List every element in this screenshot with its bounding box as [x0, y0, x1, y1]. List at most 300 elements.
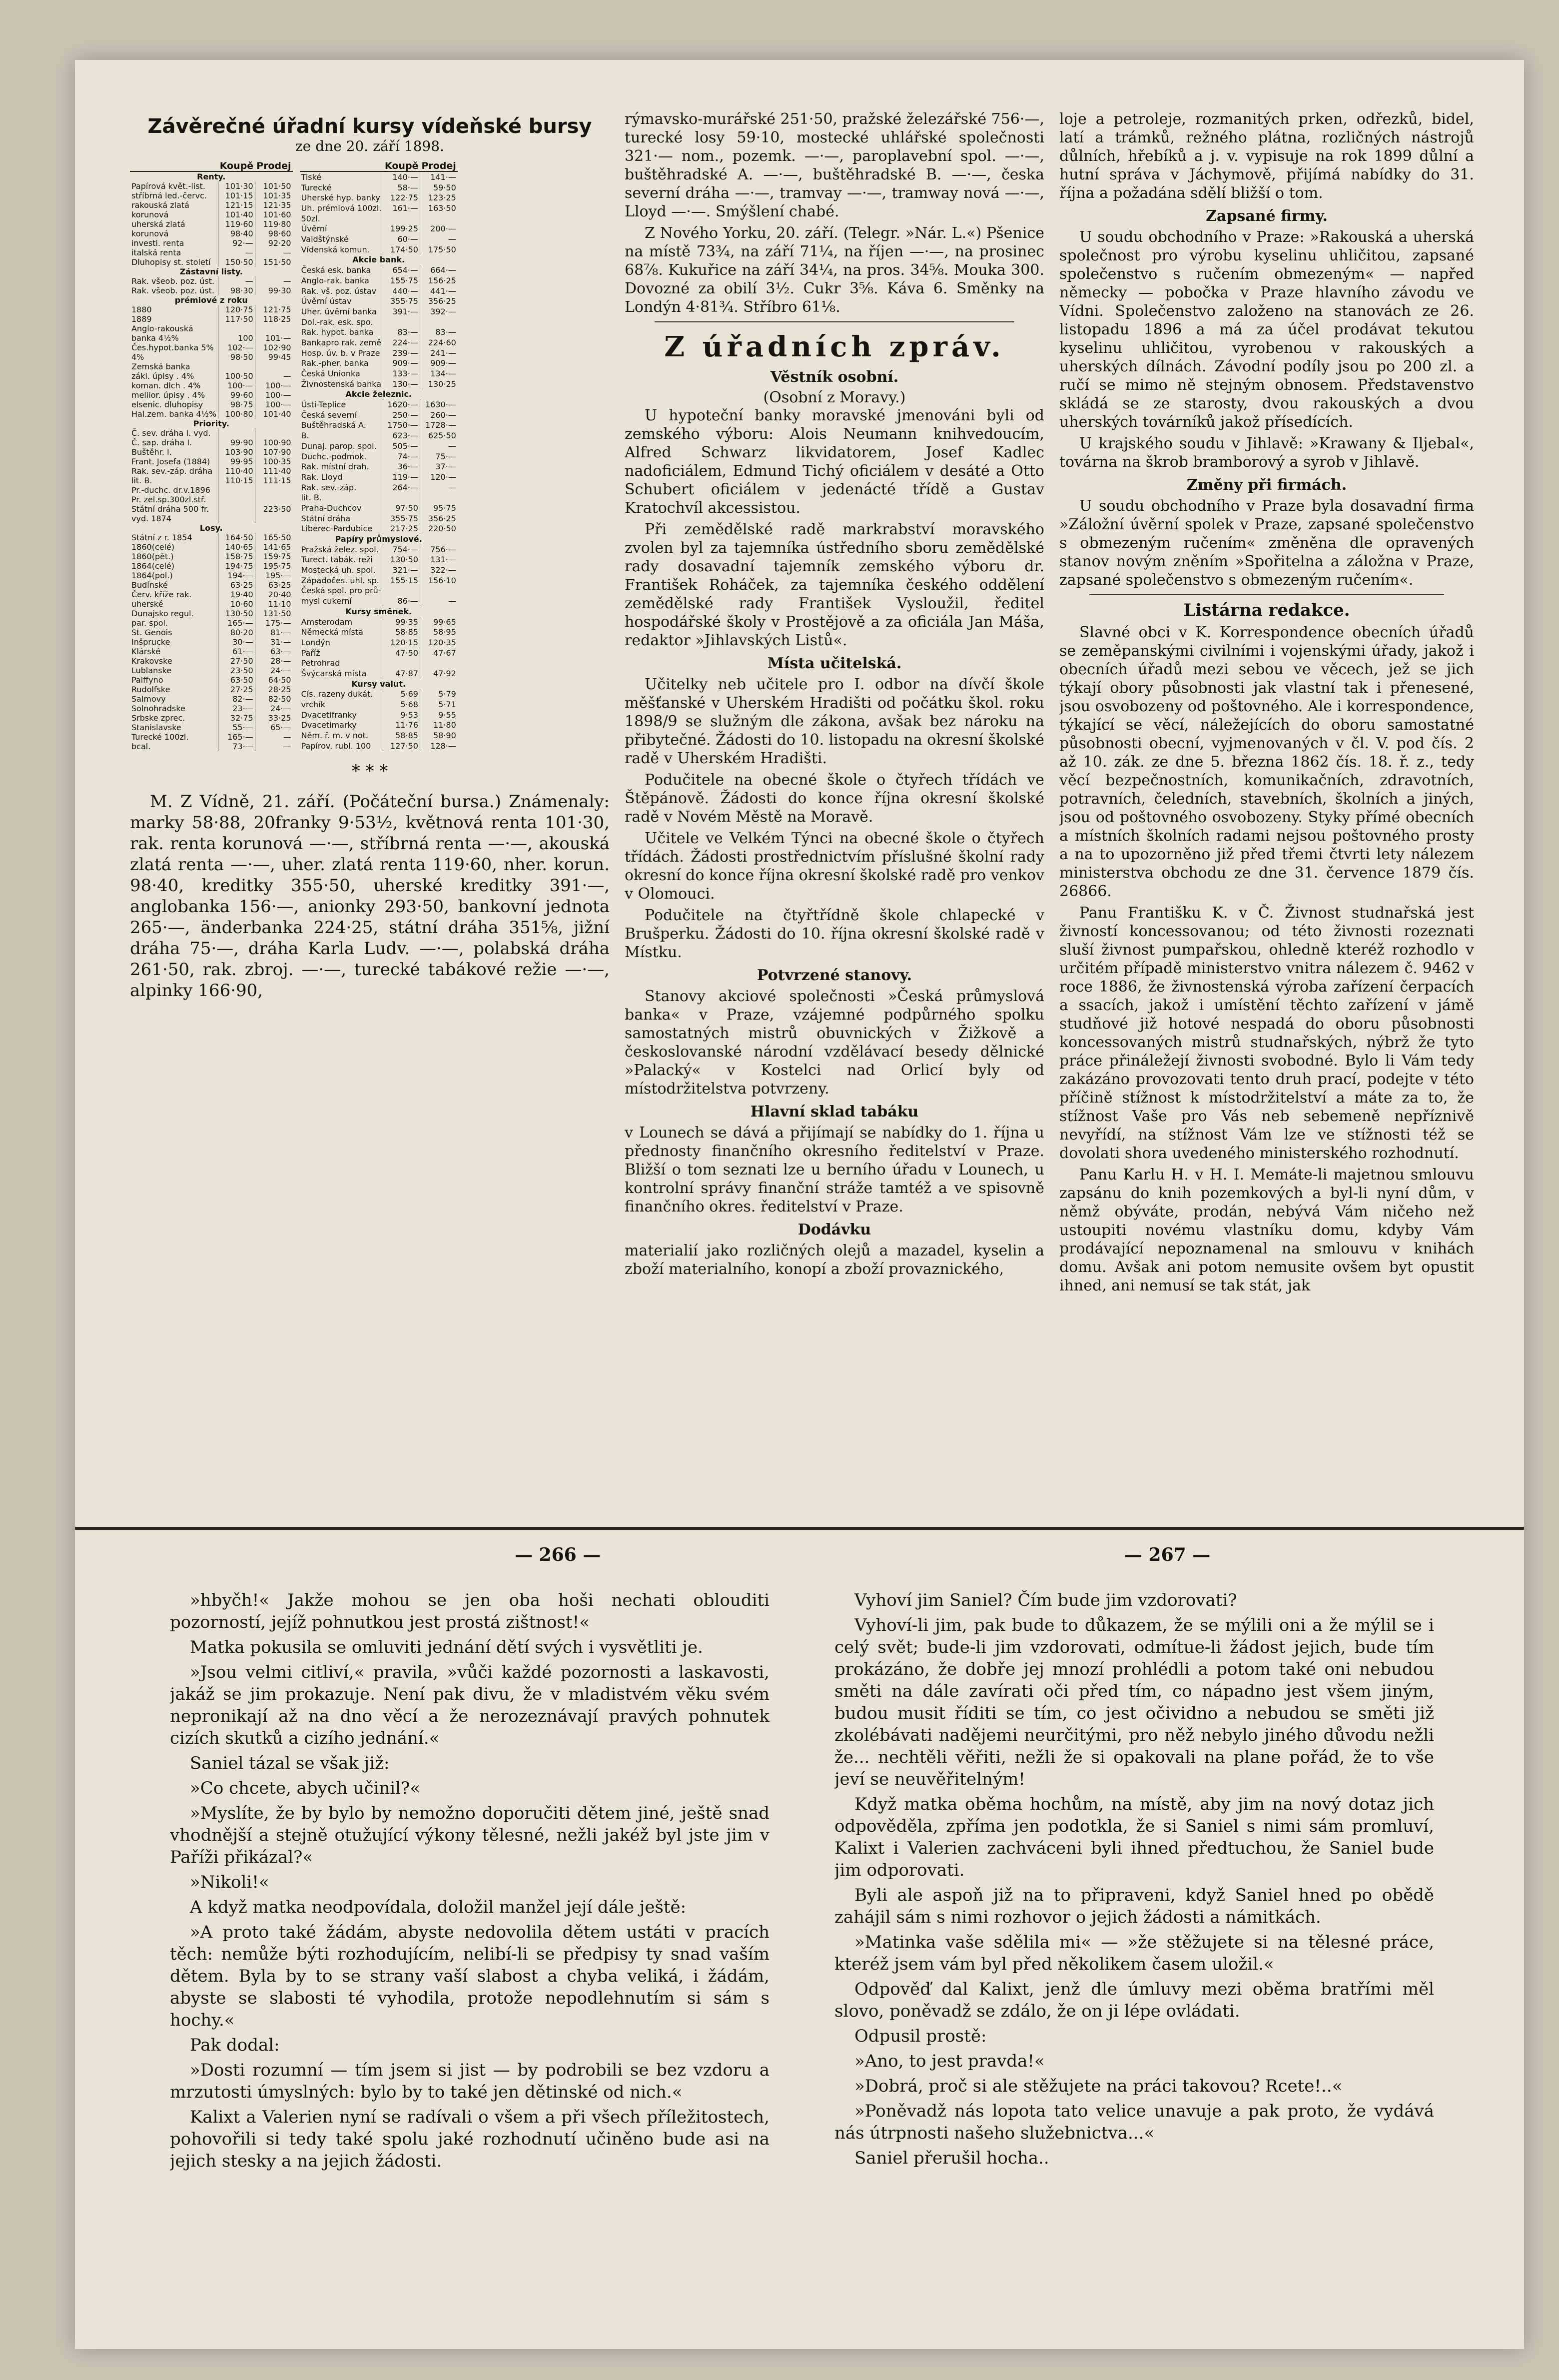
kurs-label: Uh. prémiová 100zl.	[301, 203, 382, 213]
kurs-buy: 199·25	[383, 224, 420, 234]
kurs-row	[130, 428, 293, 438]
kurs-buy: 264·—	[383, 482, 420, 493]
kurs-buy	[383, 213, 420, 224]
kurs-sell: 82·50	[255, 694, 292, 704]
novel-paragraph: »Nikoli!«	[190, 1872, 269, 1892]
kurs-sell: —	[420, 482, 457, 493]
kurs-sell: 9·55	[420, 710, 457, 720]
kurs-sell: 24·—	[255, 666, 292, 675]
kurs-sell: 195·75	[255, 561, 292, 571]
kurs-buy: 23·50	[218, 666, 255, 675]
kurs-label: Papírov. rubl. 100	[301, 741, 371, 751]
kurs-row	[130, 286, 293, 295]
kurs-row	[130, 675, 293, 685]
kurs-sell: 156·10	[420, 575, 457, 586]
col-header-sell-2: Prodej	[420, 161, 457, 171]
kurs-sell: 175·50	[420, 244, 457, 255]
kurs-row	[130, 704, 293, 713]
teaching-para-3: Učitele ve Velkém Týnci na obecné škole o čtyřech třídách. Žádosti prostřednictvím příslušné školní rady okresní do konce října okresní školské radě pro venkov v Olomouci.	[625, 830, 1044, 903]
kurs-label: Ústi-Teplice	[301, 400, 346, 410]
kurs-buy: 165·—	[218, 618, 255, 628]
kurs-sell: 130·25	[420, 379, 457, 389]
kurs-label: 1864(celé)	[131, 561, 175, 571]
kurs-buy: 130·—	[383, 379, 420, 389]
novel-paragraph: Saniel přerušil hocha..	[854, 2148, 1049, 2168]
kurs-label: Západočes. uhl. sp.	[301, 575, 379, 585]
kurs-row	[130, 599, 293, 609]
kurs-buy: 150·50	[218, 257, 255, 267]
kurs-buy: 174·50	[383, 244, 420, 255]
kurs-sell: 128·—	[420, 741, 457, 751]
kurs-sell: 20·40	[255, 590, 292, 599]
kurs-label: Č. sev. dráha I. vyd.	[131, 428, 211, 438]
kurs-row	[130, 542, 293, 552]
kurs-row	[130, 229, 293, 238]
kurs-buy: 11·76	[383, 720, 420, 731]
kurs-sell: 664·—	[420, 265, 457, 275]
supply-cont: loje a petroleje, rozmanitých prken, odřezků, bidel, latí a trámků, režného plátna, rozličných nástrojů důlních, hřebíků a j. v. vypisuje na rok 1899 důlní a hutní správa v Jáchymově, přijímá nabídky do 31. října a požadána sdělí bližší o tom.	[1059, 110, 1474, 202]
column-3	[1059, 110, 1474, 1459]
kurs-buy: 86·—	[383, 596, 420, 606]
kurs-sell: 101·—	[255, 333, 292, 343]
kurs-sell: 28·25	[255, 685, 292, 694]
kurs-row	[130, 590, 293, 599]
kurs-buy: 103·90	[218, 447, 255, 457]
kurs-label: Buštěhradská A.	[301, 420, 366, 430]
changes-para: U soudu obchodního v Praze byla dosavadní firma »Záložní úvěrní spolek v Praze, zapsané společenstvo s obmezeným ručením« změněna dle opravených stanov novým zněním »Spořitelna a záložna v Praze, zapsané společenstvo s obmezeným ručením«.	[1059, 497, 1474, 589]
kurs-row	[300, 286, 458, 296]
kurs-label: Hal.zem. banka 4½%	[131, 409, 217, 419]
kurs-buy: 140·65	[218, 542, 255, 552]
kurs-sell: 121·35	[255, 200, 292, 210]
kurs-label: Inšprucke	[131, 637, 170, 647]
kurs-label: investi. renta	[131, 238, 184, 248]
kurs-row	[300, 513, 458, 524]
kurs-buy: 61·—	[218, 647, 255, 656]
kurs-sell: 156·25	[420, 275, 457, 286]
kurs-row	[130, 628, 293, 637]
kurs-label: Palffyno	[131, 675, 163, 685]
kurs-row	[300, 275, 458, 286]
kurs-buy: 119·60	[218, 219, 255, 229]
kurs-sell: 356·25	[420, 296, 457, 306]
kurs-row	[300, 420, 458, 431]
heading-statutes: Potvrzené stanovy.	[757, 967, 912, 984]
kurs-row	[130, 694, 293, 704]
kurs-section-heading: prémiové z roku	[174, 295, 248, 305]
kurs-label: Pr. zel.sp.300zl.stř.	[131, 495, 206, 504]
kurs-sell: 81·—	[255, 628, 292, 637]
kurs-row	[130, 647, 293, 656]
kurs-row	[130, 409, 293, 419]
section-title-official: Z úřadních zpráv.	[664, 330, 1005, 363]
kurs-label: Stanislavske	[131, 723, 181, 732]
kurs-buy: 654·—	[383, 265, 420, 275]
kurs-row	[300, 306, 458, 317]
kurs-label: Dluhopisy st. století	[131, 257, 211, 267]
new-york-report: Z Nového Yorku, 20. září. (Telegr. »Nár. L.«) Pšenice na místě 73¾, na září 71¼, na říjen —·—, na prosinec 68⅞. Kukuřice na září 34¼, na pros. 34⅝. Mouka 300. Dovozné za obilí 3½. Cukr 3⅝. Káva 6. Směnky na Londýn 4·81¾. Stříbro 61⅛.	[625, 224, 1044, 316]
kurs-sell: 1728·—	[420, 420, 457, 431]
heading-firms: Zapsané firmy.	[1206, 207, 1328, 225]
kurs-row	[130, 267, 293, 276]
kurs-buy: 74·—	[383, 451, 420, 462]
kurs-row	[300, 337, 458, 348]
vestnik-para-2: Při zemědělské radě markrabství moravského zvolen byl za tajemníka ústředního sboru zemědělské rady dosavadní tajemník zemského výboru dr. František Roháček, za tajemníka českého oddělení zemědělské rady František Vysloužil, ředitel hospodářské školy v Prostějově a za oficiála Jan Máša, redaktor »Jihlavských Listů«.	[625, 521, 1044, 649]
kurs-sell: 1630·—	[420, 399, 457, 410]
kurs-buy: 32·75	[218, 713, 255, 723]
kurs-sell	[255, 428, 292, 438]
kurs-label: Londýn	[301, 637, 330, 647]
kurs-buy: 391·—	[383, 306, 420, 317]
kurs-row	[300, 534, 458, 544]
page-number-left: — 266 —	[515, 1544, 601, 1565]
tobacco-para: v Lounech se dává a přijímají se nabídky do 1. října u přednosty finančního okresního ředitelství v Praze. Bližší o tom seznati lze u berního úřadu v Lounech, u kontrolní správy finanční stráže tamtéž a ve spisovně finančního okres. ředitelství v Praze.	[625, 1124, 1044, 1215]
kurs-label: Bankapro rak. země	[301, 337, 382, 347]
kurs-buy: 623·—	[383, 430, 420, 441]
kurs-row	[300, 710, 458, 720]
kurs-label: Praha-Duchcov	[301, 503, 362, 513]
kurs-row	[300, 441, 458, 451]
kurs-sell: 141·—	[420, 171, 457, 182]
kurs-row	[130, 523, 293, 533]
kurs-section-heading: Kursy valut.	[351, 679, 406, 689]
kurs-buy: 117·50	[218, 314, 255, 324]
novel-paragraph: Vyhoví jim Saniel? Čím bude jim vzdorovati?	[854, 1590, 1237, 1610]
kurs-buy: 355·75	[383, 513, 420, 524]
kurs-sell: —	[255, 248, 292, 257]
kurs-row	[130, 533, 293, 542]
kurs-label: 1860(pět.)	[131, 552, 174, 561]
novel-paragraph: Kalixt a Valerien nyní se radívali o všem a při všech příležitostech, pohovořili si tedy také spolu jaké rozhodnutí učiněno bude asi na jejich stesky a na jejich žádosti.	[170, 2107, 770, 2171]
heading-letters: Listárna redakce.	[1183, 600, 1350, 620]
kurs-sell: 101·60	[255, 210, 292, 219]
kurs-sell: 100·35	[255, 457, 292, 466]
kurs-label: koman. dlch . 4%	[131, 381, 201, 390]
kurs-sell: 220·50	[420, 523, 457, 534]
kurs-buy: 58·85	[383, 730, 420, 741]
statutes-para: Stanovy akciové společnosti »Česká průmyslová banka« v Praze, vzájemné podpůrného spolku samostatných mistrů obuvnických v Žižkově a českoslovanské národní vzdělávací besedy dělnické »Palacký« v Kostelci nad Orlicí byly od místodržitelstva potvrzeny.	[625, 988, 1044, 1098]
kurs-sell: —	[255, 742, 292, 751]
kurs-buy: 19·40	[218, 590, 255, 599]
kurs-label: uherské	[131, 599, 163, 609]
kurs-sell: 75·—	[420, 451, 457, 462]
kurs-buy: 63·50	[218, 675, 255, 685]
kurs-sell: 223·50	[255, 504, 292, 514]
kurs-sell: 63·25	[255, 580, 292, 590]
kurs-label: italská renta	[131, 248, 181, 257]
kurs-sell: 58·95	[420, 627, 457, 637]
kurs-sell: 83·—	[420, 327, 457, 337]
newspaper-page	[75, 60, 1524, 2349]
kurs-sell: 224·60	[420, 337, 457, 348]
kurs-row	[130, 504, 293, 514]
kurs-label: Turecké 100zl.	[131, 732, 189, 742]
kurs-row	[300, 679, 458, 689]
kurs-buy: 110·15	[218, 476, 255, 485]
kurs-buy: 321·—	[383, 565, 420, 575]
kurs-row	[300, 265, 458, 275]
subheading-moravia: (Osobní z Moravy.)	[763, 389, 906, 406]
kurs-label: Pr.-duchc. dr.v.1896	[131, 485, 210, 495]
kurs-sell: —	[420, 441, 457, 451]
heading-vestnik: Věstník osobní.	[770, 368, 899, 386]
kurs-row	[300, 523, 458, 534]
kurs-buy: 194·—	[218, 571, 255, 580]
kurs-row	[300, 699, 458, 710]
kurs-label: Rak. místní drah.	[301, 462, 369, 472]
kurs-row	[300, 544, 458, 555]
kurs-buy: 98·50	[218, 352, 255, 362]
kurs-label: Hosp. úv. b. v Praze	[301, 348, 380, 358]
kurs-buy: 440·—	[383, 286, 420, 296]
kurs-label: Srbske zprec.	[131, 713, 185, 723]
kurs-buy: 130·50	[383, 555, 420, 565]
kurs-sell: —	[420, 234, 457, 244]
kurs-label: banka 4½%	[131, 333, 179, 343]
kurs-label: Lublanske	[131, 666, 172, 675]
kurs-buy: 140·—	[383, 171, 420, 182]
separator-stars: * * *	[351, 761, 388, 781]
kurs-label: Úvěrní	[301, 224, 327, 234]
kurs-label: Rak. vš. poz. ústav	[301, 286, 377, 296]
kurs-buy: 10·60	[218, 599, 255, 609]
novel-column-left	[170, 1589, 770, 2339]
kurs-label: stříbrná led.-červc.	[131, 191, 207, 200]
novel-paragraph: Odpověď dal Kalixt, jenž dle úmluvy mezi oběma bratřími měl slovo, poněvadž se zdálo, že on ji lépe ovládati.	[834, 1979, 1434, 2021]
kurs-buy: 58·—	[383, 182, 420, 193]
kurs-section-heading: Priority.	[193, 419, 229, 428]
kurs-label: rakouská zlatá	[131, 200, 189, 210]
kurs-label: Česká severní	[301, 410, 357, 420]
kurs-label: Dunaj. parop. spol.	[301, 441, 377, 451]
column-1	[130, 115, 610, 1464]
kurs-label: Valdštýnské	[301, 234, 349, 244]
kurs-buy: 119·—	[383, 472, 420, 482]
kurs-row	[130, 324, 293, 333]
kurs-row	[300, 213, 458, 224]
letters-para-1: Slavné obci v K. Korrespondence obecních úřadů se zeměpanskými civilními i vojenskými úřady, jakož i obecních úřadů mezi sebou ve věcech, jež se jich týkají obory působnosti jak vlastní tak i přenesené, jsou osvobozeny od poštovného. Ale i korrespondence, týkající se věcí, náležejících do oboru samostatné působnosti obecní, vyjmenovaných v čl. V. pod čís. 2 až 10. zák. ze dne 5. března 1862 čís. 18. ř. z., tedy věcí bezpečnostních, komunikačních, zdravotních, potravních, čeledních, stavebních, školních a jiných, jsou od poštovného osvobozeny. Styky přímé obecních a místních školních radami nejsou poštovného prosty a na to upozorněno již před třemi čtvrti lety nálezem ministerstva obchodu ze dne 31. července 1879 čís. 26866.	[1059, 624, 1474, 900]
kurs-sell: 195·—	[255, 571, 292, 580]
kurs-row	[300, 451, 458, 462]
kurs-sell: 64·50	[255, 675, 292, 685]
kurs-buy: 250·—	[383, 410, 420, 420]
kurs-sell	[255, 485, 292, 495]
kurs-label: Česká esk. banka	[301, 265, 371, 275]
kurs-row	[300, 192, 458, 203]
kurs-row	[130, 419, 293, 428]
kurs-row	[130, 238, 293, 248]
kurs-sell: 131·50	[255, 609, 292, 618]
kurs-row	[300, 255, 458, 265]
kurs-buy: 101·40	[218, 210, 255, 219]
kurs-buy: 120·15	[383, 637, 420, 648]
kurs-sell: 101·40	[255, 409, 292, 419]
kurs-label: lit. B.	[301, 493, 322, 503]
kurs-label: Státní z r. 1854	[131, 533, 192, 542]
teaching-para-2: Podučitele na obecné škole o čtyřech třídách ve Štěpánově. Žádosti do konce října okresní školské radě v Novém Městě na Moravě.	[625, 771, 1044, 826]
kurs-sell	[420, 658, 457, 668]
kurs-buy: 5·69	[383, 689, 420, 699]
kurs-buy: 9·53	[383, 710, 420, 720]
kurs-buy: —	[218, 248, 255, 257]
kurs-row	[130, 723, 293, 732]
kurs-tables	[130, 161, 610, 751]
page-date: ze dne 20. září 1898.	[295, 138, 444, 154]
kurs-label: 1880	[131, 305, 152, 314]
kurs-label: Salmovy	[131, 694, 166, 704]
col-header-buy-2: Koupě	[383, 161, 420, 171]
kurs-label: korunová	[131, 229, 169, 238]
kurs-row	[130, 191, 293, 200]
kurs-label: Rak. všeob. poz. úst.	[131, 286, 215, 295]
kurs-label: Čes.hypot.banka 5%	[131, 343, 214, 352]
novel-paragraph: »Matinka vaše sdělila mi« — »že stěžujete si na tělesné práce, kteréž jsem vám byl před několikem časem uložil.«	[834, 1932, 1434, 1974]
kurs-sell: 625·50	[420, 430, 457, 441]
kurs-row	[300, 244, 458, 255]
kurs-label: Česká Unionka	[301, 369, 360, 378]
kurs-section-heading: Akcie železnic.	[345, 389, 412, 399]
kurs-buy: 23·—	[218, 704, 255, 713]
kurs-buy: 158·75	[218, 552, 255, 561]
kurs-sell: 123·25	[420, 192, 457, 203]
kurs-label: Turect. tabák. reži	[301, 555, 373, 565]
kurs-row	[130, 438, 293, 447]
kurs-buy: 164·50	[218, 533, 255, 542]
kurs-sell: 59·50	[420, 182, 457, 193]
kurs-buy: 1620·—	[383, 399, 420, 410]
kurs-buy: 133·—	[383, 368, 420, 379]
heading-tobacco: Hlavní sklad tabáku	[750, 1103, 919, 1121]
kurs-section-heading: Papíry průmyslové.	[335, 534, 422, 544]
kurs-buy	[383, 586, 420, 596]
kurs-row	[130, 343, 293, 352]
divider	[655, 321, 1014, 322]
kurs-sell: 356·25	[420, 513, 457, 524]
kurs-sell: —	[255, 371, 292, 381]
kurs-row	[130, 713, 293, 723]
kurs-buy: 47·87	[383, 668, 420, 679]
kurs-row	[130, 561, 293, 571]
kurs-buy: 165·—	[218, 732, 255, 742]
kurs-sell: 47·92	[420, 668, 457, 679]
kurs-row	[300, 389, 458, 400]
kurs-row	[130, 485, 293, 495]
kurs-sell: 756·—	[420, 544, 457, 555]
kurs-row	[130, 381, 293, 390]
kurs-sell: 392·—	[420, 306, 457, 317]
column-2	[625, 110, 1044, 1459]
kurs-sell: 101·35	[255, 191, 292, 200]
firms-para-1: U soudu obchodního v Praze: »Rakouská a uherská společnost pro výrobu kyselinu uhličitou, zapsané společenstvo s ručením obmezeným« — napřed německy — pobočka v Praze hlavního závodu ve Vídni. Společenstvo založeno na stanovách ze 26. listopadu 1896 a má za účel prodávat tekutou kyselinu uhličitou, vyrobenou v rakouských a uherských dílnách. Závodní podíly jsou po 200 zl. a ručí se mimo ně stejným obnosem. Představenstvo skládá se ze starosty, dvou rakouských a dvou uherských továrníků jakož přísedících.	[1059, 228, 1474, 431]
kurs-sell: 118·25	[255, 314, 292, 324]
kurs-label: Solnohradske	[131, 704, 185, 713]
kurs-buy: 55·—	[218, 723, 255, 732]
kurs-buy: 30·—	[218, 637, 255, 647]
kurs-sell: 37·—	[420, 461, 457, 472]
teaching-para-1: Učitelky neb učitele pro I. odbor na dívčí škole měšťanské v Uherském Hradišti od počátku škol. roku 1898/9 se služným dle zákona, avšak bez nároku na přibytečné. Žádosti do 10. listopadu na okresní školské radě v Uherském Hradišti.	[625, 676, 1044, 767]
kurs-row	[300, 171, 458, 182]
kurs-sell: 92·20	[255, 238, 292, 248]
kurs-buy: 155·15	[383, 575, 420, 586]
kurs-label: Petrohrad	[301, 658, 340, 668]
kurs-table-right	[300, 161, 458, 751]
kurs-label: 1860(celé)	[131, 542, 175, 552]
kurs-buy: 101·30	[218, 181, 255, 191]
kurs-section-heading: Kursy směnek.	[345, 606, 412, 616]
heading-changes: Změny při firmách.	[1186, 476, 1347, 494]
kurs-buy: 92·—	[218, 238, 255, 248]
kurs-label: Úvěrní ústav	[301, 296, 352, 306]
kurs-label: Německá místa	[301, 627, 363, 637]
kurs-label: Frant. Josefa (1884)	[131, 457, 210, 466]
kurs-label: meliior. úpisy . 4%	[131, 390, 205, 400]
novel-paragraph: »A proto také žádám, abyste nedovolila dětem ustáti v pracích těch: nemůže býti rozhodujícím, nelibí-li se předpisy ty snad vaším dětem. Byla by to se strany vaší slabost a chyba veliká, i žádám, abyste se slabosti té vyhodila, protože nepodlehnutím si sám s hochy.«	[170, 1922, 770, 2030]
kurs-row	[300, 503, 458, 513]
kurs-row	[300, 410, 458, 420]
kurs-sell	[420, 317, 457, 327]
kurs-row	[130, 495, 293, 504]
kurs-label: vyd. 1874	[131, 514, 171, 523]
kurs-sell: 24·—	[255, 704, 292, 713]
kurs-sell: 101·50	[255, 181, 292, 191]
kurs-sell: 119·80	[255, 219, 292, 229]
kurs-label: korunová	[131, 210, 169, 219]
novel-paragraph: »Dosti rozumní — tím jsem si jist — by podrobili se bez vzdoru a mrzutosti úmyslných: bylo by to také jen dětinské od nich.«	[170, 2060, 770, 2102]
kurs-label: Turecké	[301, 182, 332, 192]
kurs-row	[130, 514, 293, 523]
kurs-row	[130, 609, 293, 618]
kurs-sell: 100·—	[255, 400, 292, 409]
kurs-row	[300, 575, 458, 586]
kurs-label: uherská zlatá	[131, 219, 185, 229]
kurs-buy: 121·15	[218, 200, 255, 210]
kurs-sell: 165·50	[255, 533, 292, 542]
kurs-label: Uherské hyp. banky	[301, 193, 380, 203]
kurs-row	[130, 457, 293, 466]
kurs-buy: 63·25	[218, 580, 255, 590]
kurs-label: Rak. sev.-záp.	[301, 482, 357, 492]
kurs-label: zákl. úpisy . 4%	[131, 371, 194, 381]
kurs-buy: 217·25	[383, 523, 420, 534]
kurs-label: Buštěhr. I.	[131, 447, 172, 457]
kurs-row	[300, 492, 458, 503]
kurs-buy	[218, 485, 255, 495]
kurs-buy: 58·85	[383, 627, 420, 637]
kurs-row	[300, 482, 458, 493]
kurs-sell: 441·—	[420, 286, 457, 296]
kurs-buy: 47·50	[383, 648, 420, 658]
kurs-buy: 100·—	[218, 381, 255, 390]
kurs-buy	[383, 492, 420, 503]
kurs-label: mysl cukerní	[301, 596, 352, 606]
kurs-row	[130, 371, 293, 381]
kurs-sell	[420, 213, 457, 224]
kurs-row	[300, 637, 458, 648]
kurs-row	[130, 618, 293, 628]
kurs-row	[130, 210, 293, 219]
kurs-row	[300, 668, 458, 679]
kurs-buy: 224·—	[383, 337, 420, 348]
kurs-label: par. spol.	[131, 618, 168, 628]
kurs-label: Klárské	[131, 647, 161, 656]
vestnik-para-1: U hypoteční banky moravské jmenováni byli od zemského výboru: Alois Neumann knihvedoucím, Alfred Schwarz likvidatorem, Josef Kadlec nadoficiálem, Edmund Tichý oficiálem v desáté a Otto Schubert oficiálem v jedenácté třídě a Gustav Kratochvíl akcessistou.	[625, 407, 1044, 517]
kurs-buy: 102·—	[218, 343, 255, 352]
kurs-buy: 36·—	[383, 461, 420, 472]
kurs-sell: 33·25	[255, 713, 292, 723]
kurs-sell: 99·65	[420, 617, 457, 627]
kurs-label: Rudolfske	[131, 685, 170, 694]
kurs-row	[130, 276, 293, 286]
